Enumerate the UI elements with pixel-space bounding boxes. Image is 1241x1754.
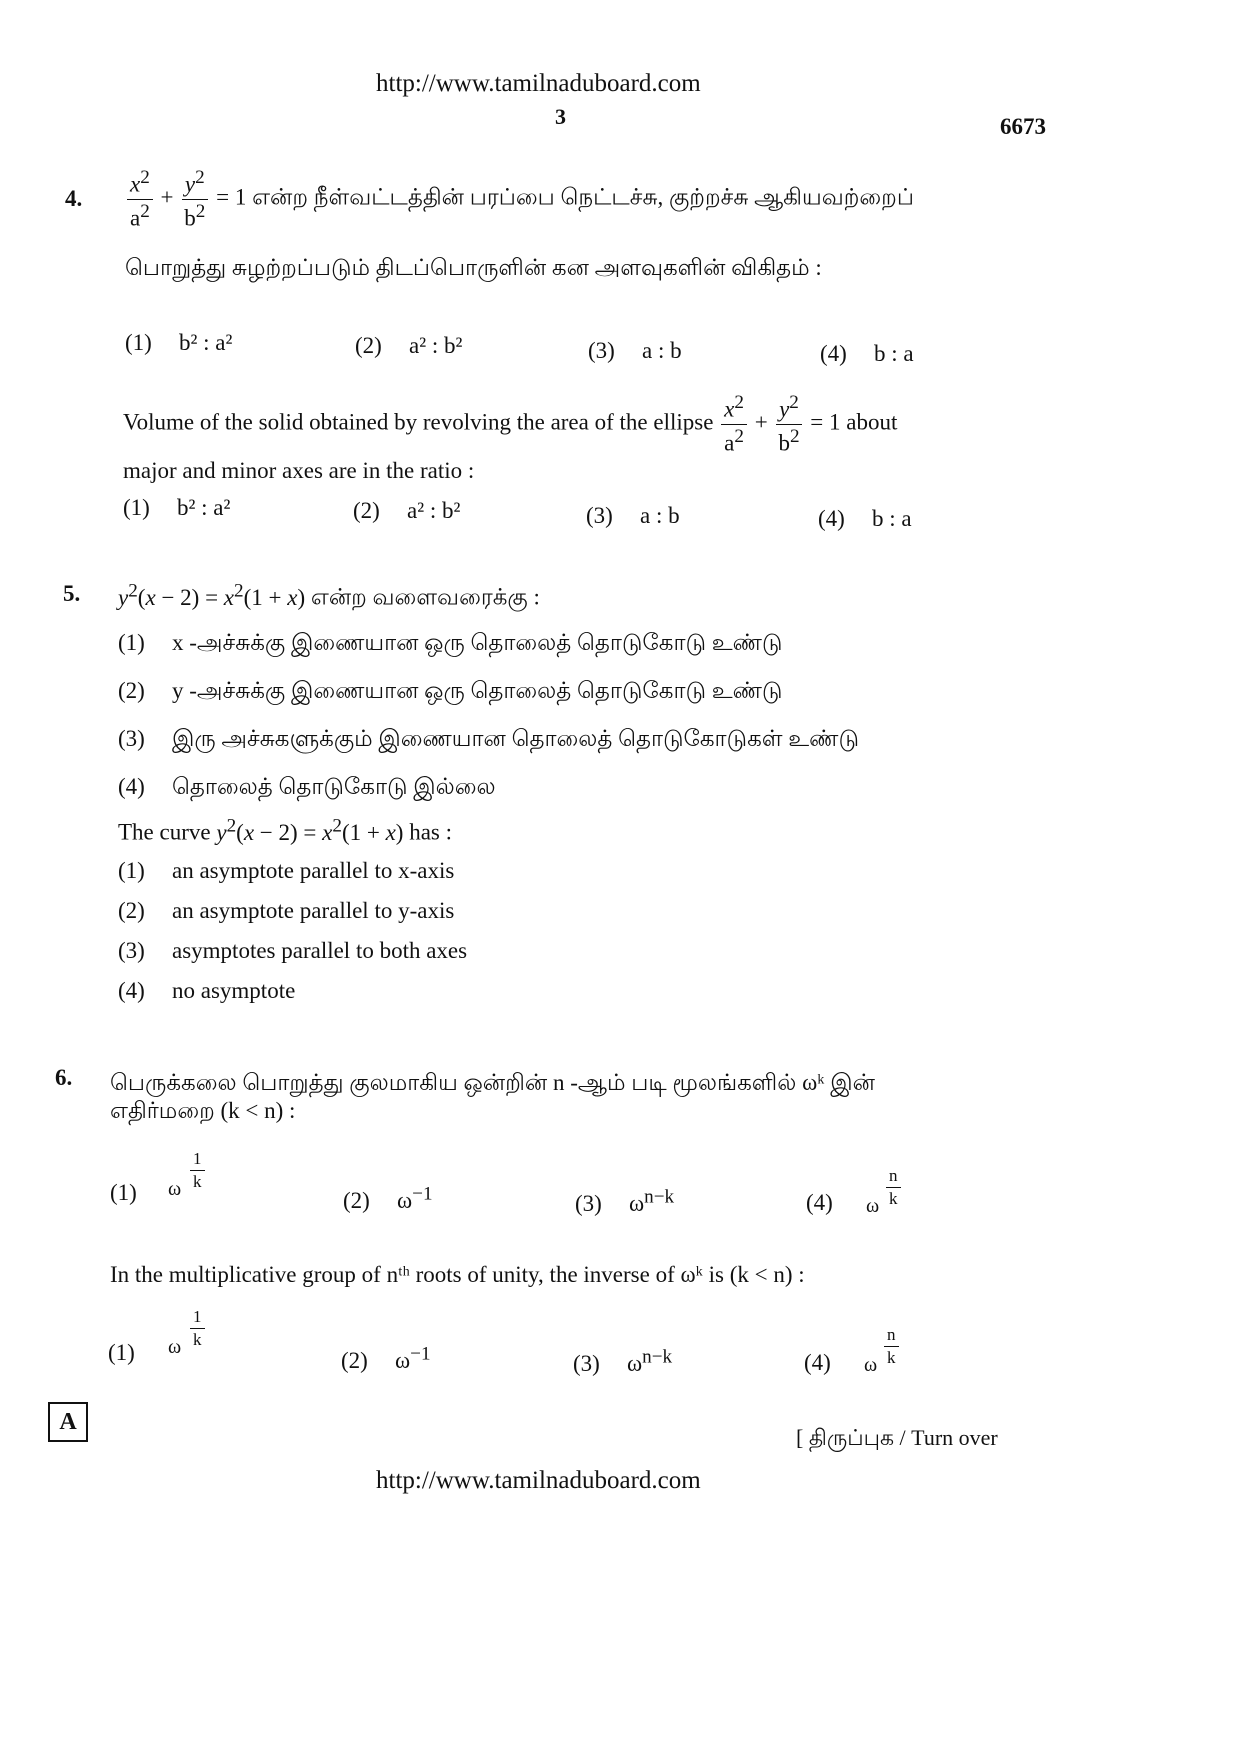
q4-english-line2: major and minor axes are in the ratio :: [123, 458, 475, 483]
q4-tamil-option-4: (4) b : a: [820, 341, 914, 366]
q5-english-option-4: (4) no asymptote: [118, 978, 296, 1003]
q5-english-option-3: (3) asymptotes parallel to both axes: [118, 938, 468, 963]
version-box: A: [48, 1402, 88, 1442]
q6-tamil-option-4: (4): [806, 1190, 833, 1215]
q6-tamil-option-3: (3) $\omega^{n-k}$: [575, 1186, 675, 1216]
q6-number: 6.: [55, 1065, 73, 1090]
q6-tamil-option-2: (2) $\omega^{-1}$: [343, 1183, 433, 1213]
q5-english-stem: The curve $y^2(x - 2) = x^2(1 + x)$ has :: [118, 815, 453, 845]
q6-tamil-line2: எதிர்மறை (k < n) :: [110, 1098, 296, 1123]
q5-tamil-option-2: (2) y -அச்சுக்கு இணையான ஒரு தொலைத் தொடுகோடு உண்டு: [118, 678, 783, 703]
q4-tamil-line1: $\frac{x^2}{a^2}$ + $\frac{y^2}{b^2}$ = 1 என்ற நீள்வட்டத்தின் பரப்பை நெட்டச்சு, குற்றச்சு ஆகியவற்றைப்: [125, 168, 914, 231]
header-url: http://www.tamilnaduboard.com: [376, 70, 701, 97]
q4-number: 4.: [65, 186, 83, 211]
exp-frac: $\frac{1}{k}$: [190, 1150, 205, 1191]
footer-url: http://www.tamilnaduboard.com: [376, 1467, 701, 1494]
q4-tamil-stem: = 1 என்ற நீள்வட்டத்தின் பரப்பை நெட்டச்சு, குற்றச்சு ஆகியவற்றைப்: [216, 184, 914, 210]
q4-tamil-option-3: (3) a : b: [588, 338, 682, 363]
q4-english-line1: Volume of the solid obtained by revolving the area of the ellipse $\frac{x^2}{a^2}$ + $\frac{y^2}{b^2}$ = 1 about: [123, 392, 898, 456]
q4-english-option-4: (4) b : a: [818, 506, 912, 531]
q6-tamil-option-1: (1): [110, 1180, 137, 1205]
q4-tamil-option-1: (1) b² : a²: [125, 330, 233, 355]
q6-english-option-2: (2) $\omega^{-1}$: [341, 1343, 431, 1373]
q6-english-option-1: (1): [108, 1340, 135, 1365]
q5-english-option-1: (1) an asymptote parallel to x-axis: [118, 858, 455, 883]
curve-equation-en: $y^2(x - 2) = x^2(1 + x)$: [216, 815, 404, 845]
q4-english-option-1: (1) b² : a²: [123, 495, 231, 520]
q6-english-option-4: (4): [804, 1350, 831, 1375]
q4-tamil-option-2: (2) a² : b²: [355, 333, 463, 358]
q6-english-line: In the multiplicative group of nᵗʰ roots of unity, the inverse of ωᵏ is (k < n) :: [110, 1262, 805, 1287]
q5-tamil-option-4: (4) தொலைத் தொடுகோடு இல்லை: [118, 774, 496, 799]
q5-tamil-option-3: (3) இரு அச்சுகளுக்கும் இணையான தொலைத் தொடுகோடுகள் உண்டு: [118, 726, 859, 751]
curve-equation: $y^2(x - 2) = x^2(1 + x)$: [118, 580, 306, 610]
ellipse-x-term: $\frac{x^2}{a^2}$: [127, 168, 153, 231]
page-number: 3: [555, 104, 566, 129]
q6-english-option-3: (3) $\omega^{n-k}$: [573, 1346, 673, 1376]
q5-tamil-option-1: (1) x -அச்சுக்கு இணையான ஒரு தொலைத் தொடுகோடு உண்டு: [118, 630, 783, 655]
paper-code: 6673: [1000, 114, 1046, 139]
q4-tamil-line2: பொறுத்து சுழற்றப்படும் திடப்பொருளின் கன அளவுகளின் விகிதம் :: [125, 255, 822, 280]
q5-number: 5.: [63, 581, 81, 606]
q4-english-option-2: (2) a² : b²: [353, 498, 461, 523]
turn-over-label: [ திருப்புக / Turn over: [796, 1425, 998, 1450]
q5-tamil-stem: $y^2(x - 2) = x^2(1 + x)$ என்ற வளைவரைக்கு :: [118, 580, 540, 610]
q6-tamil-line1: பெருக்கலை பொறுத்து குலமாகிய ஒன்றின் n -ஆம் படி மூலங்களில் ωᵏ இன்: [110, 1070, 875, 1095]
ellipse-y-term-en: $\frac{y^2}{b^2}$: [775, 393, 802, 456]
q5-english-option-2: (2) an asymptote parallel to y-axis: [118, 898, 455, 923]
ellipse-x-term-en: $\frac{x^2}{a^2}$: [721, 393, 747, 456]
q4-english-option-3: (3) a : b: [586, 503, 680, 528]
ellipse-y-term: $\frac{y^2}{b^2}$: [181, 168, 208, 231]
